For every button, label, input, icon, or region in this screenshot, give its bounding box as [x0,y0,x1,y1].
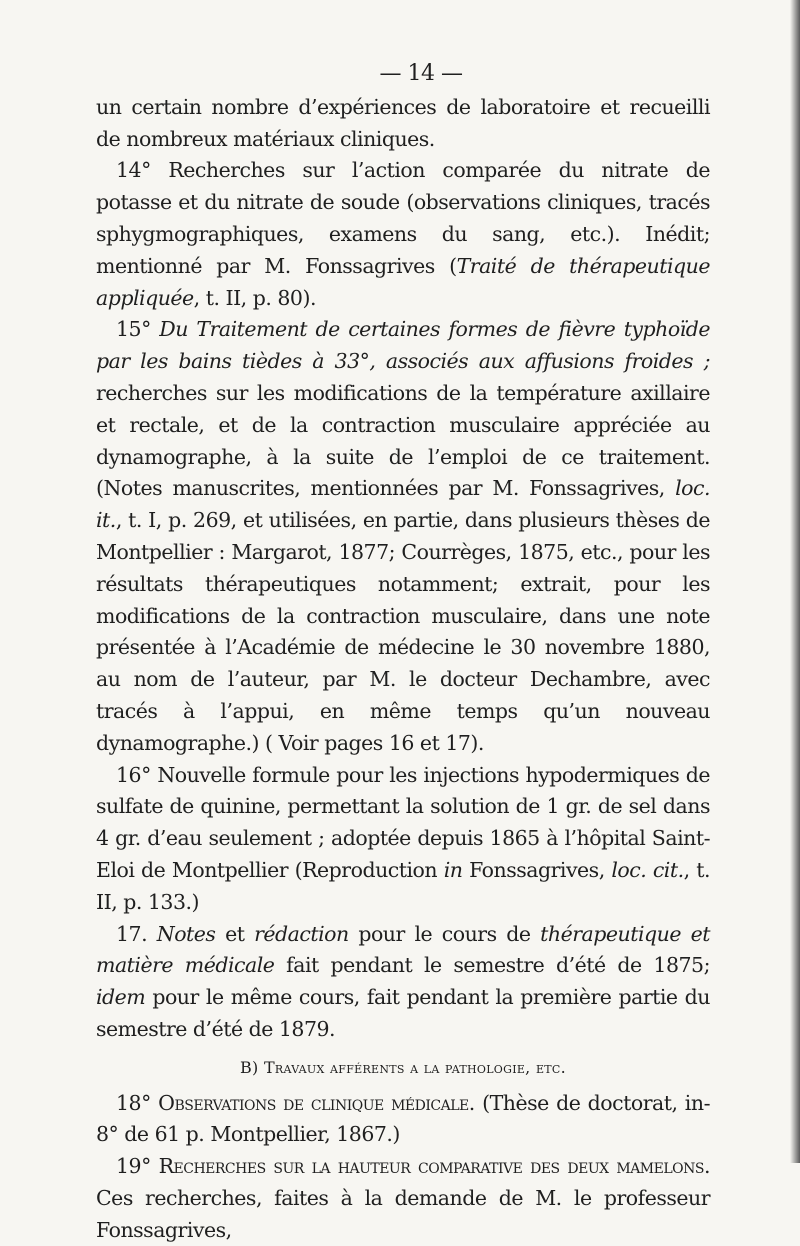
document-page [96,58,710,1246]
item-17-redaction: rédaction [254,921,349,946]
item-18-rest: (Thèse de doctorat, in-8° de 61 p. Montpellier, 1867.) [96,1090,710,1147]
item-17-notes: Notes [156,921,216,946]
item-17-text-b: fait pendant le semestre d’été de 1875; [274,953,710,978]
item-16-text: 16° Nouvelle formule pour les injections hypodermiques de sulfate de quinine, permettant la solution de 1 gr. de sel dans 4 gr. d’eau seulement ; adoptée depuis 1865 à l’hôpital Saint-Eloi de Montpellier (Reproduction [96,762,710,882]
item-15 [96,314,710,759]
item-18-title: Observations de clinique médicale. [158,1090,475,1115]
item-18-number: 18° [116,1090,159,1115]
item-19-title: Recherches sur la hauteur comparative des deux mamelons. [158,1154,710,1179]
item-17-idem: idem [96,985,146,1010]
item-17-text-c: pour le même cours, fait pendant la première partie du semestre d’été de 1879. [96,985,710,1041]
page-number: — 14 — [379,61,463,86]
item-16-end: , t. II, p. 133.) [96,857,710,914]
item-15-rest: , t. I, p. 269, et utilisées, en partie, dans plusieurs thèses de Montpellier : Margarot, 1877; Courrèges, 1875, etc., pour les résultats thérapeutiques notamment; extrait, pour les modifications de la contraction musculaire, dans une note présentée à l’Académie de médecine le 30 novembre 1880, au nom de l’auteur, par M. le docteur Dechambre, avec tracés à l’appui, en même temps qu’un nouveau dynamographe.) ( Voir pages 16 et 17). [96,508,710,755]
item-14-title: Traité de thérapeutique appliquée [96,253,710,310]
item-15-loc: loc. it. [96,476,710,533]
section-heading-b: B) Travaux afférents a la pathologie, etc. [239,1057,567,1077]
item-17-number: 17. [116,921,157,946]
item-15-number: 15° [116,317,160,342]
item-16-in: in [443,857,463,882]
item-19-rest: Ces recherches, faites à la demande de M. le professeur Fonssagrives, [96,1185,710,1242]
item-14-end: , t. II, p. 80). [193,285,316,310]
item-16-loc: loc. cit. [611,857,684,882]
item-14 [96,155,710,314]
item-17-et: et [215,921,255,946]
page-edge-shadow [790,0,800,1163]
item-16 [96,760,710,919]
item-19 [96,1151,710,1246]
item-16-author: Fonssagrives, [462,857,612,882]
item-15-text: recherches sur les modifications de la température axillaire et rectale, et de la contraction musculaire appréciée au dynamographe, à la suite de l’emploi de ce traitement. (Notes manuscrites, mentionnées par M. Fonssagrives, [96,380,710,501]
paragraph-continuation: un certain nombre d’expériences de laboratoire et recueilli de nombreux matériaux cliniques. [96,94,710,151]
item-17 [96,919,710,1046]
item-15-title: Du Traitement de certaines formes de fièvre typhoïde par les bains tièdes à 33°, associés aux affusions froides ; [96,317,710,374]
item-17-therapeutique: thérapeutique et matière médicale [96,921,710,978]
item-14-text: 14° Recherches sur l’action comparée du nitrate de potasse et du nitrate de soude (observations cliniques, tracés sphygmographiques, examens du sang, etc.). Inédit; mentionné par M. Fonssagrives ( [96,158,710,278]
item-19-number: 19° [116,1154,159,1179]
item-17-text-a: pour le cours de [348,921,541,946]
item-18 [96,1088,710,1152]
